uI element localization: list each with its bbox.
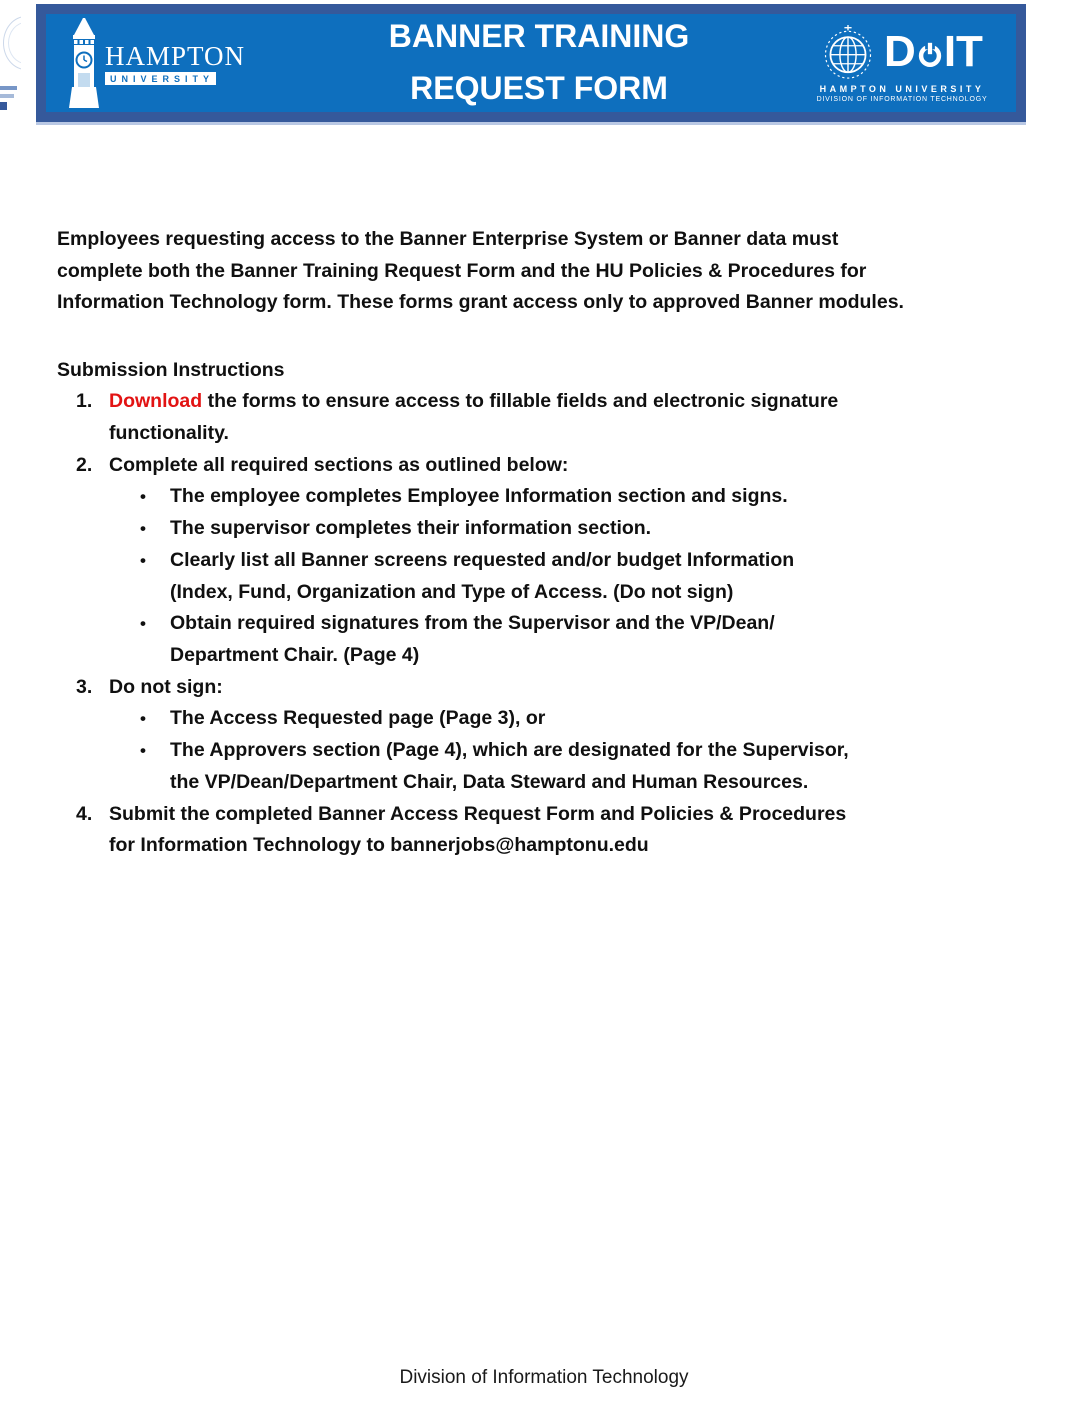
instruction-item-1 xyxy=(57,386,1017,449)
item-number: 1. xyxy=(76,390,93,413)
section-heading: Submission Instructions xyxy=(57,358,285,381)
instruction-list xyxy=(57,386,1017,862)
item-2-text: Complete all required sections as outlined below: xyxy=(109,453,569,476)
doit-wordmark: D IT xyxy=(884,26,983,76)
document-body xyxy=(57,224,1017,862)
page-footer: Division of Information Technology xyxy=(399,1367,689,1388)
item-number: 3. xyxy=(76,675,93,698)
hampton-logo-university: UNIVERSITY xyxy=(105,72,216,85)
bullet-icon: • xyxy=(140,614,146,634)
bullet-item: • The supervisor completes their information section. xyxy=(109,513,1017,545)
bullet-icon: • xyxy=(140,550,146,570)
item-1-line-1: Download the forms to ensure access to fillable fields and electronic signature xyxy=(109,390,839,413)
doit-logo xyxy=(812,24,992,103)
item-1-line-2: functionality. xyxy=(109,422,229,445)
intro-line-2: complete both the Banner Training Request Form and the HU Policies & Procedures for xyxy=(57,259,867,282)
hampton-logo-name: HAMPTON xyxy=(105,41,246,71)
title-line-2: REQUEST FORM xyxy=(410,70,668,106)
item-4-line-2: for Information Technology to bannerjobs@hamptonu.edu xyxy=(109,834,649,857)
instruction-item-4 xyxy=(57,799,1017,862)
instruction-item-3 xyxy=(57,672,1017,799)
bullet-item: • The Approvers section (Page 4), which are designated for the Supervisor, the VP/Dean/Department Chair, Data Steward and Human Resources. xyxy=(109,735,1017,798)
globe-icon xyxy=(821,24,875,80)
item-3-text: Do not sign: xyxy=(109,675,223,698)
download-emphasis: Download xyxy=(109,390,203,413)
item-4-line-1: Submit the completed Banner Access Request Form and Policies & Procedures xyxy=(109,802,847,825)
doit-sub-division: DIVISION OF INFORMATION TECHNOLOGY xyxy=(816,95,988,103)
bullet-item: • The Access Requested page (Page 3), or xyxy=(109,703,1017,735)
header-banner xyxy=(36,4,1026,122)
intro-line-3: Information Technology form. These forms grant access only to approved Banner modules. xyxy=(57,291,904,314)
hampton-university-logo xyxy=(66,18,266,108)
clock-tower-icon xyxy=(66,18,102,108)
bullet-icon: • xyxy=(140,741,146,761)
item-number: 2. xyxy=(76,453,93,476)
clipped-edge-logo xyxy=(0,6,21,120)
intro-line-1: Employees requesting access to the Banner Enterprise System or Banner data must xyxy=(57,228,839,250)
item-number: 4. xyxy=(76,802,93,825)
title-line-1: BANNER TRAINING xyxy=(388,18,690,54)
bullet-item: • Obtain required signatures from the Supervisor and the VP/Dean/ Department Chair. (Page 4) xyxy=(109,608,1017,671)
doit-sub-university: HAMPTON UNIVERSITY xyxy=(819,83,985,94)
power-icon xyxy=(917,38,943,72)
bullet-item: • Clearly list all Banner screens requested and/or budget Information (Index, Fund, Organization and Type of Access. (Do not sign) xyxy=(109,545,1017,608)
bullet-icon: • xyxy=(140,709,146,729)
intro-paragraph xyxy=(57,224,1017,319)
bullet-icon: • xyxy=(140,487,146,507)
page-title xyxy=(266,10,812,116)
bullet-item: • The employee completes Employee Information section and signs. xyxy=(109,481,1017,513)
instruction-item-2 xyxy=(57,450,1017,672)
bullet-icon: • xyxy=(140,519,146,539)
